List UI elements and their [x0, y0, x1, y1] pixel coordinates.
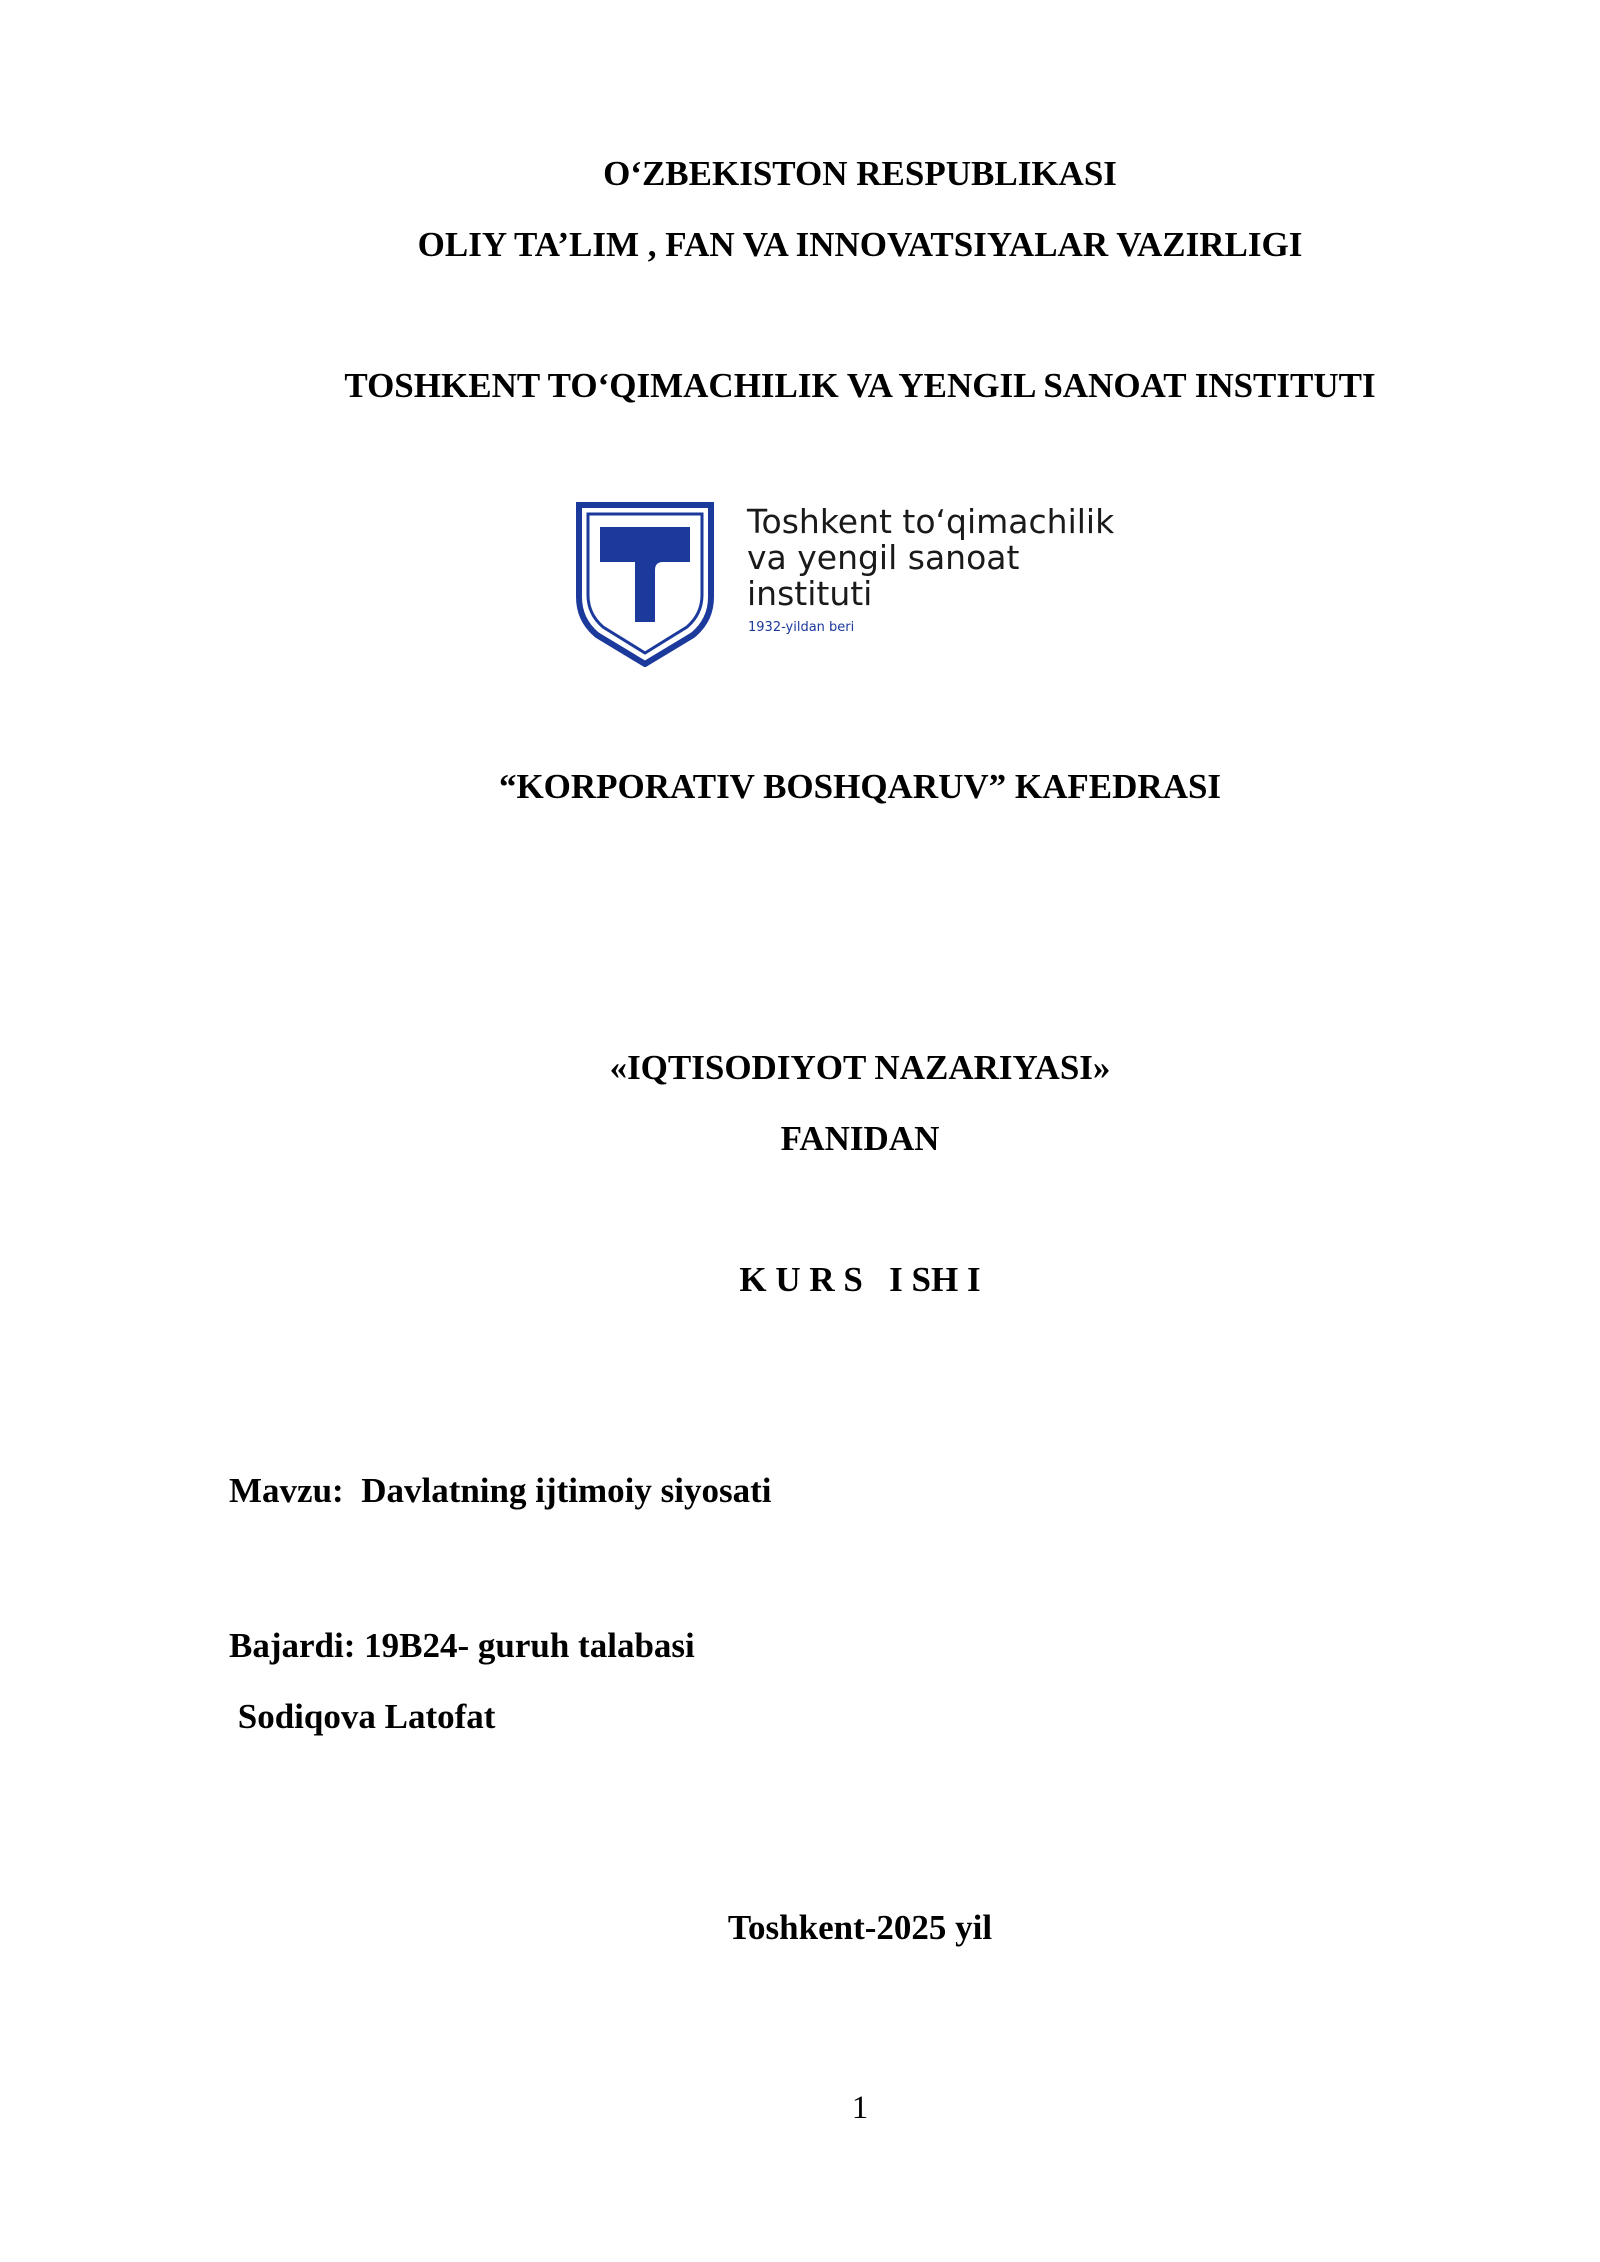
ministry-heading: OLIY TA’LIM , FAN VA INNOVATSIYALAR VAZIRLIGI	[417, 225, 1303, 264]
republic-heading: O‘ZBEKISTON RESPUBLIKASI	[603, 154, 1117, 193]
logo-text-line-1: Toshkent to‘qimachilik	[747, 502, 1115, 541]
place-year-line: Toshkent-2025 yil	[727, 1908, 993, 1947]
institute-heading: TOSHKENT TO‘QIMACHILIK VA YENGIL SANOAT INSTITUTI	[344, 366, 1376, 405]
subject-title: «IQTISODIYOT NAZARIYASI»	[609, 1048, 1111, 1087]
logo-text-line-3: instituti	[747, 574, 873, 613]
department-heading: “KORPORATIV BOSHQARUV” KAFEDRASI	[498, 767, 1222, 806]
work-type-title: K U R S I SH I	[739, 1260, 981, 1299]
institute-logo	[575, 502, 1135, 667]
author-group-line: Bajardi: 19B24- guruh talabasi	[229, 1626, 695, 1665]
author-name-line: Sodiqova Latofat	[229, 1697, 496, 1736]
page-number: 1	[851, 2090, 869, 2126]
subject-suffix: FANIDAN	[780, 1119, 940, 1158]
shield-t-icon	[575, 502, 715, 667]
logo-text-line-2: va yengil sanoat	[747, 538, 1020, 577]
logo-tagline: 1932-yildan beri	[748, 620, 855, 635]
topic-line: Mavzu: Davlatning ijtimoiy siyosati	[229, 1471, 772, 1510]
